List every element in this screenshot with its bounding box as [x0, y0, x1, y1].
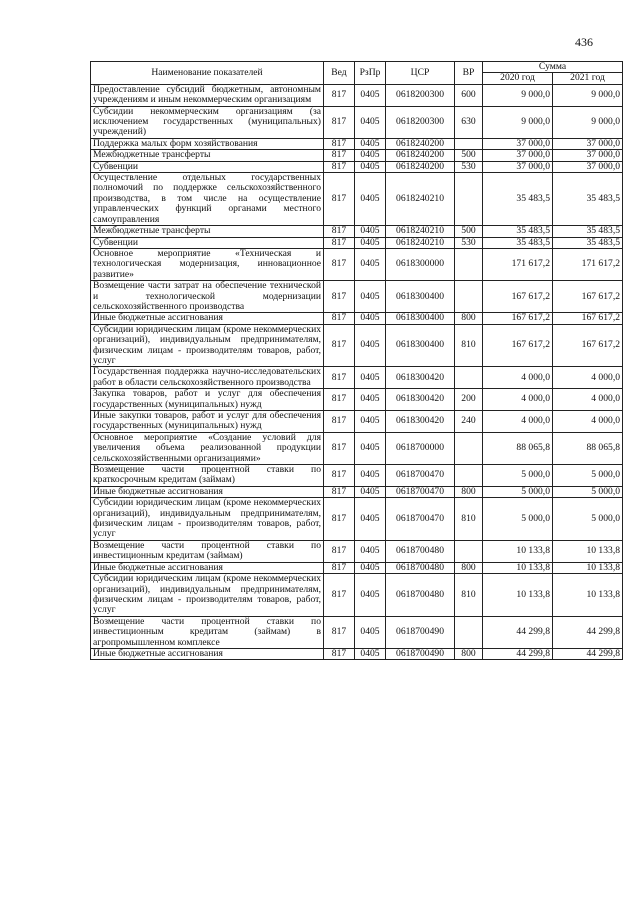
row-ved: 817: [324, 237, 355, 248]
row-rzpr: 0405: [355, 226, 386, 237]
row-name: Иные бюджетные ассигнования: [91, 562, 324, 573]
row-rzpr: 0405: [355, 486, 386, 497]
row-sum-2020: 171 617,2: [483, 248, 553, 280]
table-row: [91, 106, 623, 138]
row-ved: 817: [324, 432, 355, 464]
row-sum-2020: 4 000,0: [483, 367, 553, 389]
row-rzpr: 0405: [355, 562, 386, 573]
row-csr: 0618240200: [386, 161, 455, 172]
row-name: Возмещение части процентной ставки по инвестиционным кредитам (займам): [91, 540, 324, 562]
row-name: Иные закупки товаров, работ и услуг для обеспечения государственных (муниципальных) нужд: [91, 411, 324, 433]
row-csr: 0618300400: [386, 324, 455, 367]
row-sum-2021: 4 000,0: [553, 367, 623, 389]
row-rzpr: 0405: [355, 106, 386, 138]
row-name: Закупка товаров, работ и услуг для обеспечения государственных (муниципальных) нужд: [91, 389, 324, 411]
row-rzpr: 0405: [355, 540, 386, 562]
row-name: Субвенции: [91, 161, 324, 172]
row-sum-2021: 9 000,0: [553, 106, 623, 138]
row-rzpr: 0405: [355, 498, 386, 541]
row-sum-2020: 9 000,0: [483, 106, 553, 138]
table-row: [91, 486, 623, 497]
row-vr: 810: [455, 324, 483, 367]
row-vr: 800: [455, 648, 483, 659]
row-csr: 0618240200: [386, 138, 455, 149]
row-vr: [455, 465, 483, 487]
row-sum-2020: 37 000,0: [483, 150, 553, 161]
row-sum-2020: 10 133,8: [483, 540, 553, 562]
table-row: [91, 540, 623, 562]
row-sum-2021: 35 483,5: [553, 173, 623, 226]
row-ved: 817: [324, 248, 355, 280]
row-sum-2021: 171 617,2: [553, 248, 623, 280]
page-number: 436: [575, 35, 593, 49]
row-sum-2020: 88 065,8: [483, 432, 553, 464]
row-vr: [455, 281, 483, 313]
row-rzpr: 0405: [355, 389, 386, 411]
row-rzpr: 0405: [355, 465, 386, 487]
row-name: Иные бюджетные ассигнования: [91, 648, 324, 659]
row-sum-2021: 37 000,0: [553, 138, 623, 149]
row-sum-2021: 44 299,8: [553, 648, 623, 659]
row-csr: 0618240200: [386, 150, 455, 161]
table-row: [91, 616, 623, 648]
row-rzpr: 0405: [355, 367, 386, 389]
row-csr: 0618200300: [386, 84, 455, 106]
row-rzpr: 0405: [355, 281, 386, 313]
row-csr: 0618700480: [386, 540, 455, 562]
row-sum-2021: 35 483,5: [553, 237, 623, 248]
row-ved: 817: [324, 281, 355, 313]
table-row: [91, 281, 623, 313]
row-ved: 817: [324, 389, 355, 411]
row-csr: 0618300400: [386, 313, 455, 324]
row-sum-2021: 37 000,0: [553, 150, 623, 161]
row-rzpr: 0405: [355, 616, 386, 648]
table-row: [91, 465, 623, 487]
table-row: [91, 313, 623, 324]
row-name: Межбюджетные трансферты: [91, 226, 324, 237]
row-vr: 800: [455, 562, 483, 573]
row-vr: 810: [455, 574, 483, 617]
row-ved: 817: [324, 465, 355, 487]
row-sum-2021: 5 000,0: [553, 498, 623, 541]
row-ved: 817: [324, 486, 355, 497]
table-row: [91, 150, 623, 161]
row-sum-2020: 4 000,0: [483, 411, 553, 433]
header-ved: Вед: [324, 62, 355, 85]
row-name: Возмещение части процентной ставки по инвестиционным кредитам (займам) в агропромышленном комплексе: [91, 616, 324, 648]
row-vr: 500: [455, 150, 483, 161]
row-sum-2021: 35 483,5: [553, 226, 623, 237]
row-ved: 817: [324, 411, 355, 433]
row-name: Межбюджетные трансферты: [91, 150, 324, 161]
row-sum-2021: 167 617,2: [553, 313, 623, 324]
row-sum-2020: 35 483,5: [483, 226, 553, 237]
table-row: [91, 226, 623, 237]
row-vr: [455, 432, 483, 464]
row-rzpr: 0405: [355, 237, 386, 248]
row-rzpr: 0405: [355, 432, 386, 464]
row-rzpr: 0405: [355, 324, 386, 367]
row-rzpr: 0405: [355, 150, 386, 161]
row-csr: 0618300420: [386, 411, 455, 433]
table-row: [91, 324, 623, 367]
row-sum-2020: 167 617,2: [483, 324, 553, 367]
row-sum-2020: 44 299,8: [483, 648, 553, 659]
row-sum-2020: 4 000,0: [483, 389, 553, 411]
table-row: [91, 411, 623, 433]
table-row: [91, 173, 623, 226]
row-sum-2020: 35 483,5: [483, 237, 553, 248]
row-sum-2021: 4 000,0: [553, 411, 623, 433]
row-csr: 0618700470: [386, 465, 455, 487]
header-rzpr: РзПр: [355, 62, 386, 85]
row-csr: 0618700490: [386, 616, 455, 648]
row-name: Субсидии юридическим лицам (кроме некоммерческих организаций), индивидуальным предпринимателям, физическим лицам - производителям товаров, работ, услуг: [91, 324, 324, 367]
row-vr: 600: [455, 84, 483, 106]
row-csr: 0618240210: [386, 173, 455, 226]
table-row: [91, 389, 623, 411]
table-row: [91, 574, 623, 617]
table-row: [91, 367, 623, 389]
row-csr: 0618240210: [386, 237, 455, 248]
row-name: Основное мероприятие «Техническая и технологическая модернизация, инновационное развитие»: [91, 248, 324, 280]
row-rzpr: 0405: [355, 248, 386, 280]
row-ved: 817: [324, 562, 355, 573]
row-sum-2021: 5 000,0: [553, 465, 623, 487]
row-ved: 817: [324, 367, 355, 389]
table-row: [91, 161, 623, 172]
table-row: [91, 648, 623, 659]
header-csr: ЦСР: [386, 62, 455, 85]
row-sum-2021: 4 000,0: [553, 389, 623, 411]
row-vr: [455, 616, 483, 648]
row-ved: 817: [324, 648, 355, 659]
row-name: Осуществление отдельных государственных полномочий по поддержке сельскохозяйственного производства, в том числе на осуществление управленческих функций органами местного самоуправления: [91, 173, 324, 226]
row-sum-2020: 37 000,0: [483, 161, 553, 172]
row-csr: 0618700000: [386, 432, 455, 464]
row-csr: 0618300420: [386, 367, 455, 389]
row-name: Поддержка малых форм хозяйствования: [91, 138, 324, 149]
header-year-2021: 2021 год: [553, 73, 623, 84]
row-rzpr: 0405: [355, 313, 386, 324]
row-vr: 200: [455, 389, 483, 411]
row-vr: 500: [455, 226, 483, 237]
row-sum-2020: 5 000,0: [483, 486, 553, 497]
row-ved: 817: [324, 173, 355, 226]
row-sum-2020: 167 617,2: [483, 281, 553, 313]
row-name: Государственная поддержка научно-исследовательских работ в области сельскохозяйственного производства: [91, 367, 324, 389]
row-rzpr: 0405: [355, 161, 386, 172]
row-sum-2021: 10 133,8: [553, 540, 623, 562]
row-sum-2021: 88 065,8: [553, 432, 623, 464]
row-sum-2021: 5 000,0: [553, 486, 623, 497]
row-rzpr: 0405: [355, 411, 386, 433]
row-ved: 817: [324, 84, 355, 106]
row-name: Субсидии юридическим лицам (кроме некоммерческих организаций), индивидуальным предпринимателям, физическим лицам - производителям товаров, работ, услуг: [91, 574, 324, 617]
budget-table: [90, 61, 623, 660]
row-vr: 800: [455, 486, 483, 497]
row-name: Субсидии юридическим лицам (кроме некоммерческих организаций), индивидуальным предпринимателям, физическим лицам - производителям товаров, работ, услуг: [91, 498, 324, 541]
row-sum-2021: 44 299,8: [553, 616, 623, 648]
row-csr: 0618700470: [386, 486, 455, 497]
row-sum-2020: 167 617,2: [483, 313, 553, 324]
row-csr: 0618240210: [386, 226, 455, 237]
row-rzpr: 0405: [355, 138, 386, 149]
row-ved: 817: [324, 150, 355, 161]
row-ved: 817: [324, 226, 355, 237]
row-name: Предоставление субсидий бюджетным, автономным учреждениям и иным некоммерческим организациям: [91, 84, 324, 106]
row-csr: 0618700480: [386, 574, 455, 617]
row-csr: 0618700480: [386, 562, 455, 573]
row-name: Возмещение части процентной ставки по краткосрочным кредитам (займам): [91, 465, 324, 487]
row-name: Иные бюджетные ассигнования: [91, 486, 324, 497]
row-vr: [455, 173, 483, 226]
row-sum-2020: 37 000,0: [483, 138, 553, 149]
row-csr: 0618700470: [386, 498, 455, 541]
row-vr: 530: [455, 237, 483, 248]
table-row: [91, 138, 623, 149]
row-csr: 0618200300: [386, 106, 455, 138]
row-vr: [455, 540, 483, 562]
row-vr: [455, 367, 483, 389]
row-vr: 810: [455, 498, 483, 541]
table-row: [91, 237, 623, 248]
header-year-2020: 2020 год: [483, 73, 553, 84]
row-ved: 817: [324, 313, 355, 324]
row-name: Возмещение части затрат на обеспечение технической и технологической модернизации сельскохозяйственного производства: [91, 281, 324, 313]
row-sum-2020: 5 000,0: [483, 465, 553, 487]
row-ved: 817: [324, 138, 355, 149]
row-sum-2021: 9 000,0: [553, 84, 623, 106]
row-sum-2020: 5 000,0: [483, 498, 553, 541]
row-name: Основное мероприятие «Создание условий для увеличения объема реализованной продукции сельскохозяйственными организациями»: [91, 432, 324, 464]
row-vr: [455, 138, 483, 149]
row-ved: 817: [324, 106, 355, 138]
row-csr: 0618300000: [386, 248, 455, 280]
row-vr: 240: [455, 411, 483, 433]
row-vr: 800: [455, 313, 483, 324]
row-csr: 0618300400: [386, 281, 455, 313]
row-ved: 817: [324, 540, 355, 562]
row-csr: 0618300420: [386, 389, 455, 411]
row-vr: [455, 248, 483, 280]
header-vr: ВР: [455, 62, 483, 85]
row-sum-2020: 35 483,5: [483, 173, 553, 226]
header-name: Наименование показателей: [91, 62, 324, 85]
table-body: [91, 84, 623, 660]
row-rzpr: 0405: [355, 84, 386, 106]
table-row: [91, 84, 623, 106]
row-sum-2021: 37 000,0: [553, 161, 623, 172]
table-row: [91, 562, 623, 573]
table-row: [91, 498, 623, 541]
row-csr: 0618700490: [386, 648, 455, 659]
row-sum-2021: 167 617,2: [553, 324, 623, 367]
table-row: [91, 432, 623, 464]
row-ved: 817: [324, 324, 355, 367]
row-ved: 817: [324, 498, 355, 541]
row-rzpr: 0405: [355, 173, 386, 226]
row-sum-2021: 167 617,2: [553, 281, 623, 313]
table-row: [91, 248, 623, 280]
row-rzpr: 0405: [355, 648, 386, 659]
row-sum-2021: 10 133,8: [553, 562, 623, 573]
row-sum-2020: 10 133,8: [483, 574, 553, 617]
row-rzpr: 0405: [355, 574, 386, 617]
row-name: Субсидии некоммерческим организациям (за исключением государственных (муниципальных) учреждений): [91, 106, 324, 138]
row-ved: 817: [324, 616, 355, 648]
row-sum-2020: 44 299,8: [483, 616, 553, 648]
row-ved: 817: [324, 574, 355, 617]
row-sum-2021: 10 133,8: [553, 574, 623, 617]
row-vr: 630: [455, 106, 483, 138]
row-name: Иные бюджетные ассигнования: [91, 313, 324, 324]
header-sum: Сумма: [483, 62, 623, 73]
row-vr: 530: [455, 161, 483, 172]
row-sum-2020: 9 000,0: [483, 84, 553, 106]
row-ved: 817: [324, 161, 355, 172]
row-sum-2020: 10 133,8: [483, 562, 553, 573]
row-name: Субвенции: [91, 237, 324, 248]
